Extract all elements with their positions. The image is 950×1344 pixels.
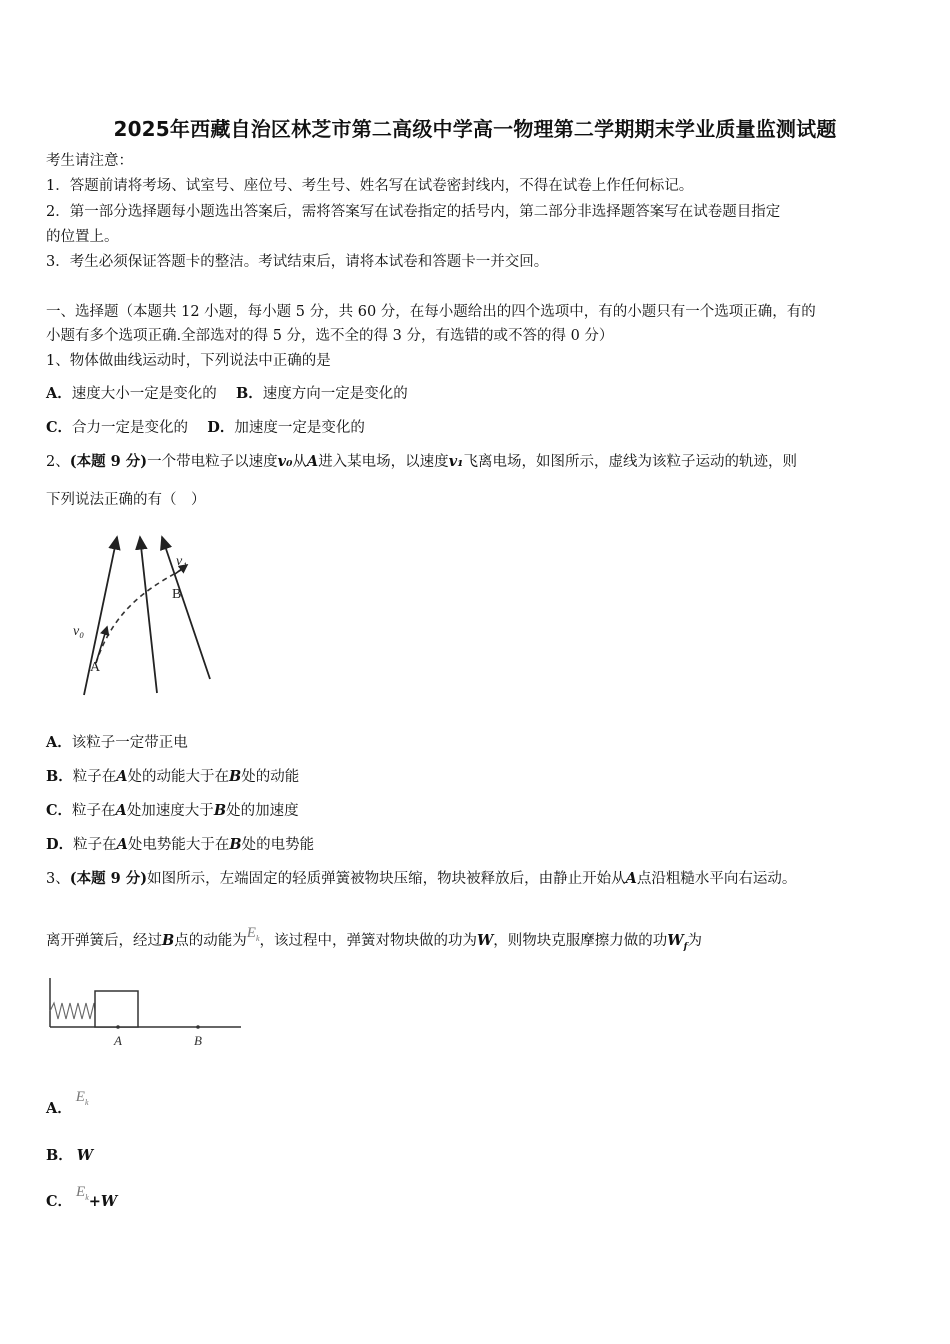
q3-option-b bbox=[46, 1146, 93, 1166]
q3-option-c-ek: $E_k$ bbox=[76, 1184, 89, 1202]
q3-stem-part6: ，则物块克服摩擦力做的功 bbox=[493, 933, 668, 949]
q1-option-b-label: B． bbox=[235, 385, 263, 402]
fig-label-b: B bbox=[172, 587, 182, 602]
q2-option-d-mid: 处电势能大于在 bbox=[127, 837, 230, 853]
q3-option-c-plus-w: +W bbox=[88, 1193, 118, 1210]
q2-option-b-m2: B bbox=[229, 768, 242, 785]
section-intro-line1: 一、选择题（本题共 12 小题，每小题 5 分，共 60 分，在每小题给出的四个选项中，有的小题只有一个选项正确，有的 bbox=[46, 304, 816, 320]
q2-v0: v₀ bbox=[277, 453, 293, 470]
q3-score-tag: (本题 9 分) bbox=[69, 870, 148, 887]
q3-ek-symbol: $E_k$ bbox=[246, 925, 260, 943]
q2-option-c-post: 处的加速度 bbox=[226, 803, 299, 819]
q3-work-w: W bbox=[477, 932, 494, 949]
q1-stem: 1、物体做曲线运动时，下列说法中正确的是 bbox=[46, 353, 331, 369]
q2-option-c-pre: 粒子在 bbox=[72, 803, 116, 819]
q2-stem-part3: 进入某电场，以速度 bbox=[318, 454, 449, 470]
q2-option-b-mid: 处的动能大于在 bbox=[127, 769, 230, 785]
q2-field-figure bbox=[60, 525, 230, 710]
notice-item-2-cont: 的位置上。 bbox=[46, 229, 119, 245]
q3-stem-part1: 如图所示，左端固定的轻质弹簧被物块压缩，物块被释放后，由静止开始从 bbox=[147, 871, 626, 887]
q2-option-b-post: 处的动能 bbox=[241, 769, 300, 785]
field-line-2 bbox=[140, 537, 157, 693]
q2-option-b-label: B． bbox=[46, 768, 73, 785]
q3-option-a bbox=[46, 1089, 89, 1125]
q2-point-a: A bbox=[306, 453, 319, 470]
fig-label-a: A bbox=[90, 660, 101, 675]
fig-label-b: B bbox=[194, 1033, 202, 1048]
q2-option-b bbox=[46, 767, 299, 787]
notice-heading: 考生请注意： bbox=[46, 153, 133, 169]
q2-stem-part2: 从 bbox=[292, 454, 307, 470]
q2-option-a bbox=[46, 733, 188, 753]
q2-option-d-post: 处的电势能 bbox=[241, 837, 315, 853]
q1-option-d-label: D． bbox=[207, 419, 235, 436]
q2-number: 2、 bbox=[46, 454, 70, 470]
q2-option-d bbox=[46, 835, 314, 855]
page-title: 2025年西藏自治区林芝市第二高级中学高一物理第二学期期末学业质量监测试题 bbox=[113, 117, 837, 141]
q2-option-b-m1: A bbox=[116, 768, 128, 785]
q3-option-c bbox=[46, 1184, 118, 1218]
q2-option-c-m2: B bbox=[213, 802, 227, 819]
q3-stem-part7: 为 bbox=[687, 933, 702, 949]
q2-option-c-m1: A bbox=[115, 802, 127, 819]
q2-option-b-pre: 粒子在 bbox=[72, 769, 117, 785]
q3-spring-figure bbox=[45, 975, 245, 1055]
block bbox=[95, 991, 138, 1027]
fig-label-a: A bbox=[114, 1033, 122, 1048]
section-intro-line2: 小题有多个选项正确.全部选对的得 5 分，选不全的得 3 分，有选错的或不答的得 0 分） bbox=[46, 328, 614, 344]
q2-option-c bbox=[46, 801, 299, 821]
q2-option-d-label: D． bbox=[46, 836, 74, 853]
notice-item-2: 2．第一部分选择题每小题选出答案后，需将答案写在试卷指定的括号内，第二部分非选择题答案写在试卷题目指定 bbox=[46, 204, 781, 220]
notice-item-1: 1．答题前请将考场、试室号、座位号、考生号、姓名写在试卷密封线内，不得在试卷上作任何标记。 bbox=[46, 178, 694, 194]
q3-stem-line1 bbox=[46, 869, 796, 889]
q3-point-b: B bbox=[162, 932, 175, 949]
fig-label-v1: v₁ bbox=[176, 554, 188, 569]
q3-stem-part4: 点的动能为 bbox=[174, 933, 247, 949]
spring bbox=[50, 1003, 95, 1019]
q2-score-tag: (本题 9 分) bbox=[69, 453, 148, 470]
q3-stem-part2: 点沿粗糙水平向右运动。 bbox=[636, 871, 797, 887]
q3-work-wf: $W_f$ bbox=[667, 932, 688, 952]
field-line-1 bbox=[84, 537, 117, 695]
q2-v1: v₁ bbox=[448, 453, 464, 470]
q1-options-row2 bbox=[46, 418, 365, 438]
q3-point-a: A bbox=[625, 870, 637, 887]
q3-option-c-label: C． bbox=[46, 1193, 73, 1210]
q2-stem-part1: 一个带电粒子以速度 bbox=[147, 454, 278, 470]
q1-option-c-text: 合力一定是变化的 bbox=[72, 420, 189, 436]
q3-option-b-w: W bbox=[76, 1147, 94, 1164]
q1-option-d-text: 加速度一定是变化的 bbox=[234, 420, 365, 436]
q3-option-a-ek: $E_k$ bbox=[75, 1089, 89, 1107]
q1-option-b-text: 速度方向一定是变化的 bbox=[262, 386, 408, 402]
q1-option-c-label: C． bbox=[46, 419, 73, 436]
point-b-dot bbox=[196, 1025, 200, 1029]
q2-option-d-m1: A bbox=[116, 836, 128, 853]
point-a-dot bbox=[116, 1025, 120, 1029]
q1-option-a-text: 速度大小一定是变化的 bbox=[71, 386, 217, 402]
q2-option-a-text: 该粒子一定带正电 bbox=[71, 735, 188, 751]
q2-stem-line2: 下列说法正确的有（ ） bbox=[46, 492, 206, 508]
q3-stem-part3: 离开弹簧后，经过 bbox=[46, 933, 162, 949]
q2-option-a-label: A． bbox=[46, 734, 72, 751]
q2-option-c-mid: 处加速度大于 bbox=[126, 803, 214, 819]
q3-option-a-label: A． bbox=[46, 1100, 72, 1117]
q2-stem-line1 bbox=[46, 452, 797, 472]
q1-option-a-label: A． bbox=[46, 385, 72, 402]
q2-stem-part4: 飞离电场，如图所示，虚线为该粒子运动的轨迹，则 bbox=[463, 454, 797, 470]
q3-stem-line2 bbox=[46, 925, 702, 957]
q3-stem-part5: ，该过程中，弹簧对物块做的功为 bbox=[259, 933, 477, 949]
q1-options-row1 bbox=[46, 384, 408, 404]
q2-option-c-label: C． bbox=[46, 802, 73, 819]
q2-option-d-pre: 粒子在 bbox=[73, 837, 117, 853]
q3-number: 3、 bbox=[46, 871, 70, 887]
q2-option-d-m2: B bbox=[229, 836, 242, 853]
notice-item-3: 3．考生必须保证答题卡的整洁。考试结束后，请将本试卷和答题卡一并交回。 bbox=[46, 254, 549, 270]
particle-trajectory bbox=[96, 570, 181, 663]
fig-label-v0: v₀ bbox=[73, 624, 85, 639]
q3-option-b-label: B． bbox=[46, 1147, 73, 1164]
